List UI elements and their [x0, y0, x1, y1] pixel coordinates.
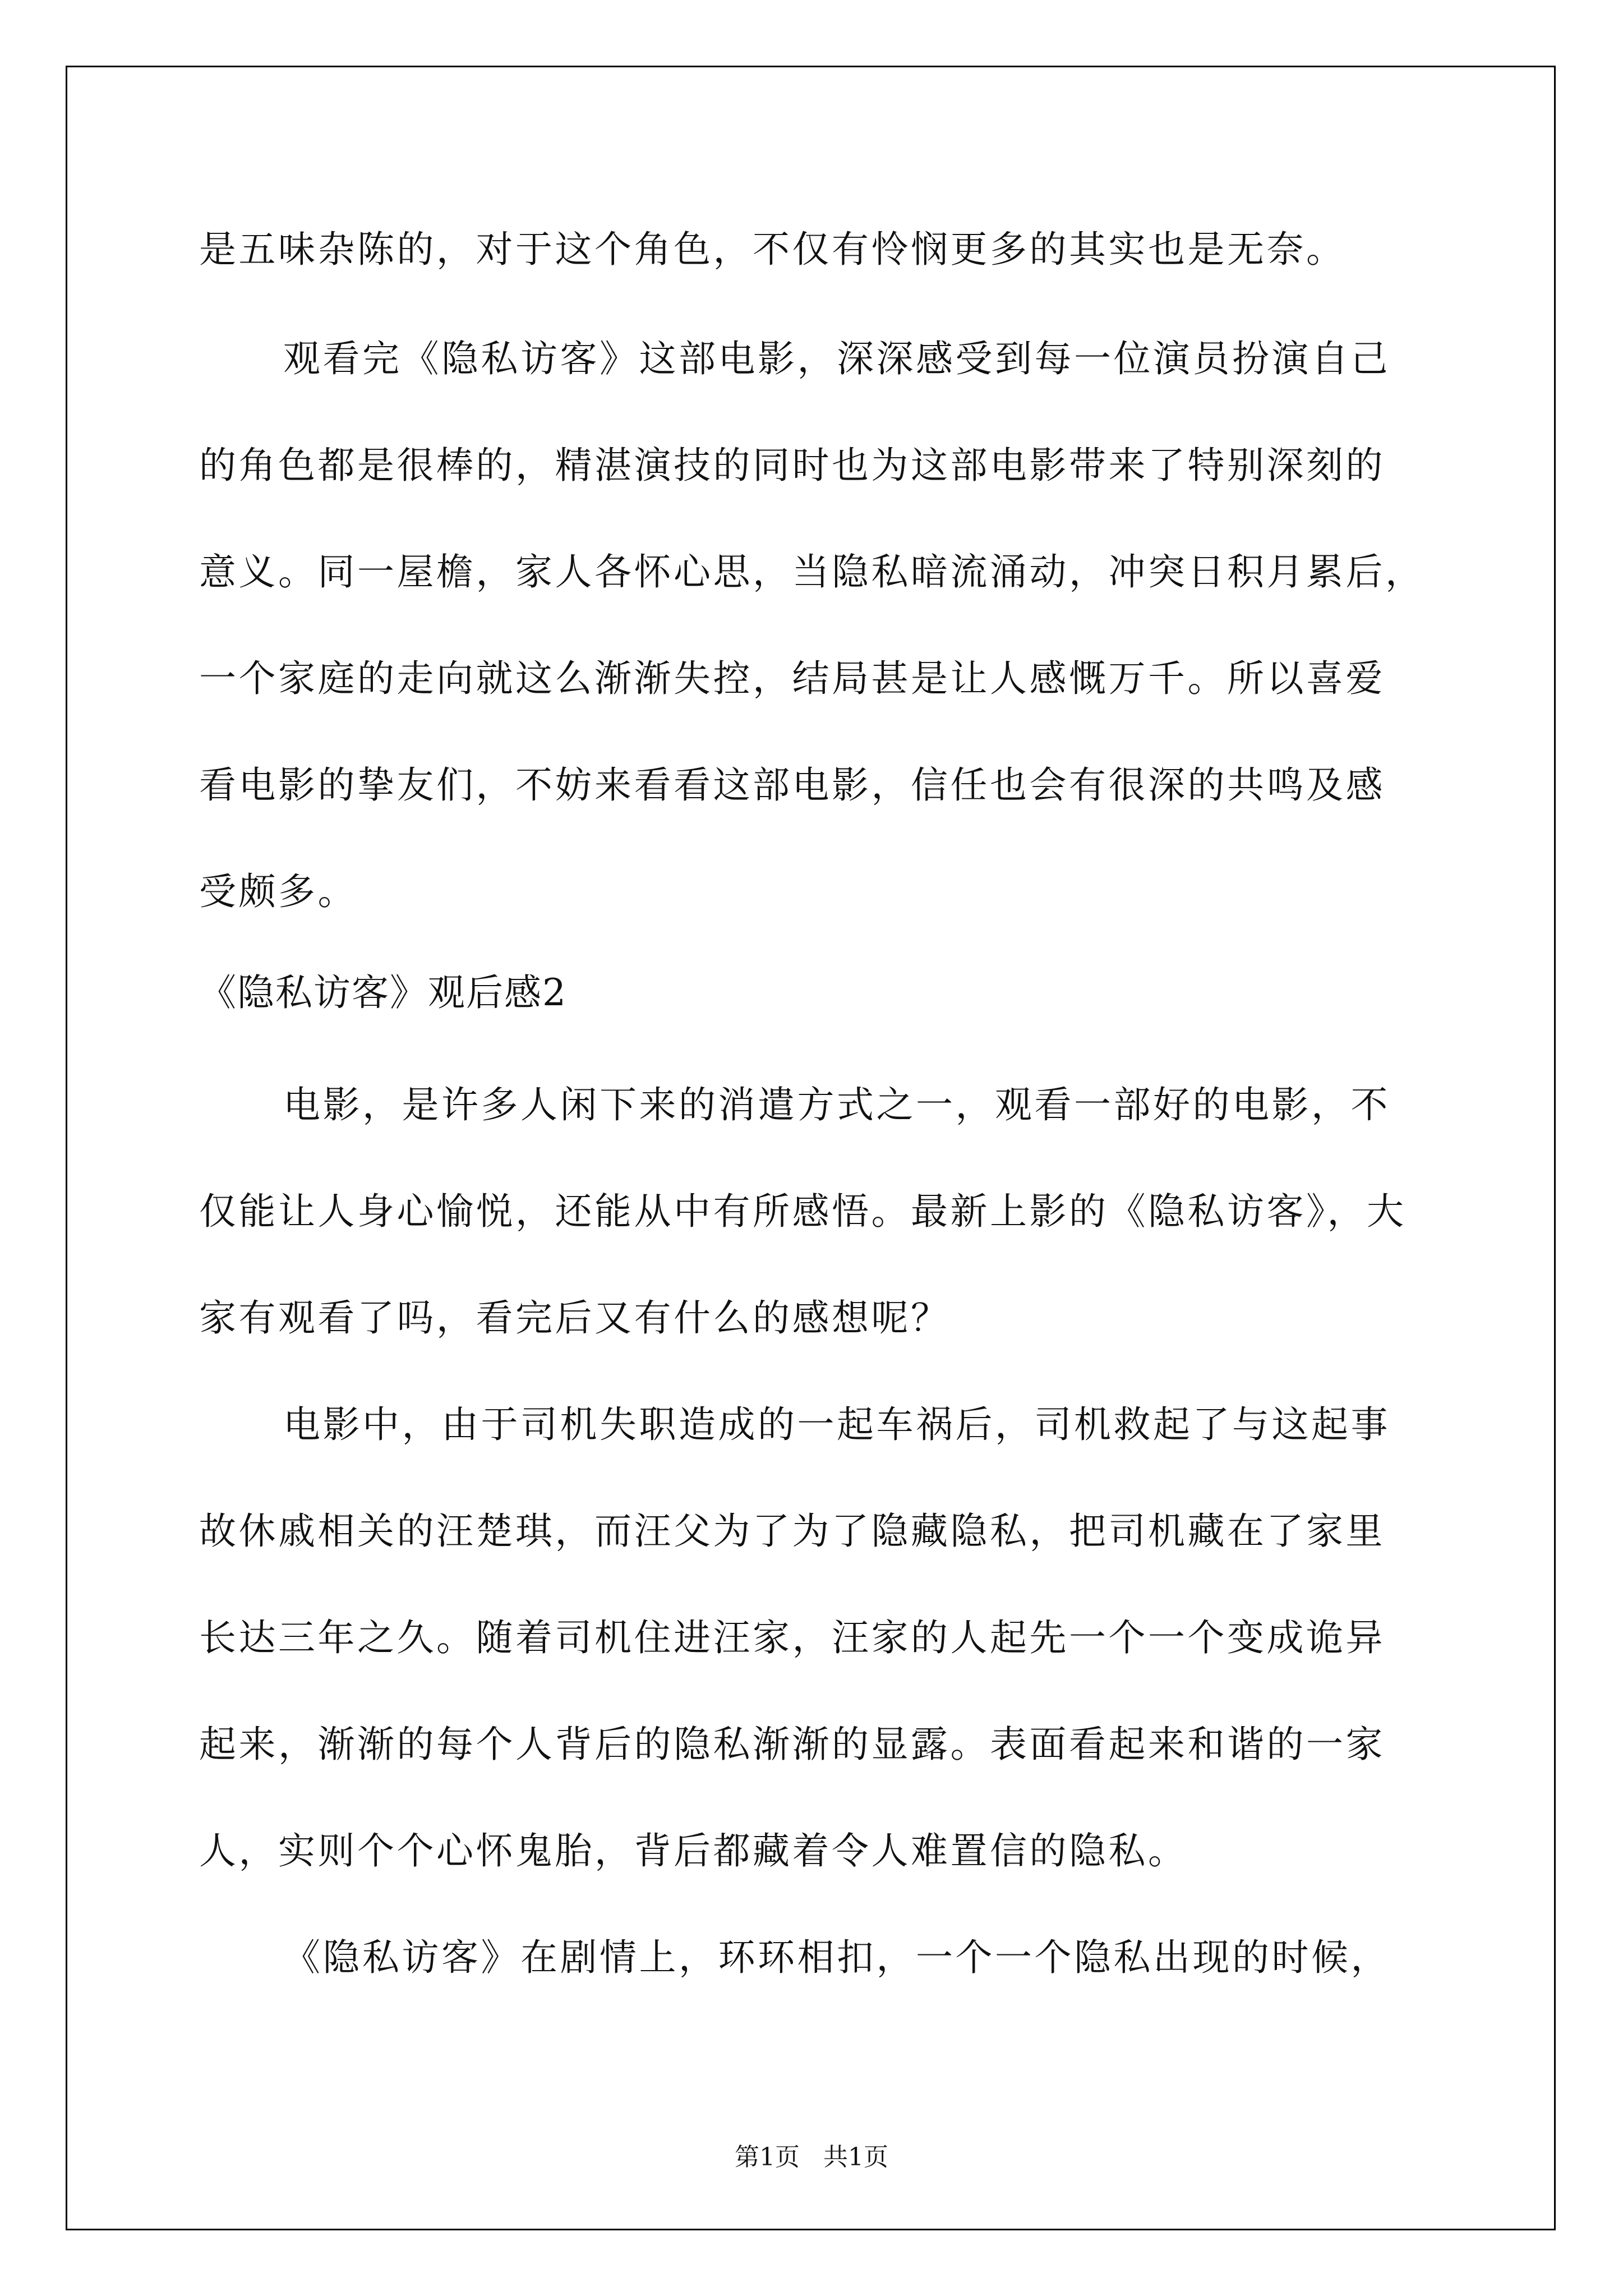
paragraph-line: 受颇多。: [199, 870, 357, 913]
paragraph-line: 长达三年之久。随着司机住进汪家，汪家的人起先一个一个变成诡异: [199, 1616, 1385, 1659]
page-footer: 第1页 共1页: [735, 2143, 888, 2171]
paragraph-line: 家有观看了吗，看完后又有什么的感想呢？: [199, 1296, 951, 1340]
page-frame: [66, 66, 1556, 2230]
paragraph-line: 一个家庭的走向就这么渐渐失控，结局甚是让人感慨万千。所以喜爱: [199, 657, 1385, 700]
paragraph-line: 人，实则个个心怀鬼胎，背后都藏着令人难置信的隐私。: [199, 1829, 1188, 1872]
paragraph-line: 意义。同一屋檐，家人各怀心思，当隐私暗流涌动，冲突日积月累后，: [199, 550, 1425, 593]
paragraph-line: 电影中，由于司机失职造成的一起车祸后，司机救起了与这起事: [283, 1403, 1390, 1446]
paragraph-line: 是五味杂陈的，对于这个角色，不仅有怜悯更多的其实也是无奈。: [199, 228, 1346, 271]
paragraph-line: 《隐私访客》在剧情上，环环相扣，一个一个隐私出现的时候，: [283, 1936, 1390, 1979]
section-heading: 《隐私访客》观后感2: [199, 971, 567, 1014]
paragraph-line: 看电影的挚友们，不妨来看看这部电影，信任也会有很深的共鸣及感: [199, 763, 1385, 807]
paragraph-line: 观看完《隐私访客》这部电影，深深感受到每一位演员扮演自己: [283, 337, 1390, 380]
paragraph-line: 起来，渐渐的每个人背后的隐私渐渐的显露。表面看起来和谐的一家: [199, 1723, 1385, 1766]
paragraph-line: 故休戚相关的汪楚琪，而汪父为了为了隐藏隐私，把司机藏在了家里: [199, 1510, 1385, 1553]
paragraph-line: 仅能让人身心愉悦，还能从中有所感悟。最新上影的《隐私访客》，大: [199, 1190, 1407, 1233]
paragraph-line: 电影，是许多人闲下来的消遣方式之一，观看一部好的电影，不: [283, 1083, 1390, 1126]
paragraph-line: 的角色都是很棒的，精湛演技的同时也为这部电影带来了特别深刻的: [199, 444, 1385, 487]
